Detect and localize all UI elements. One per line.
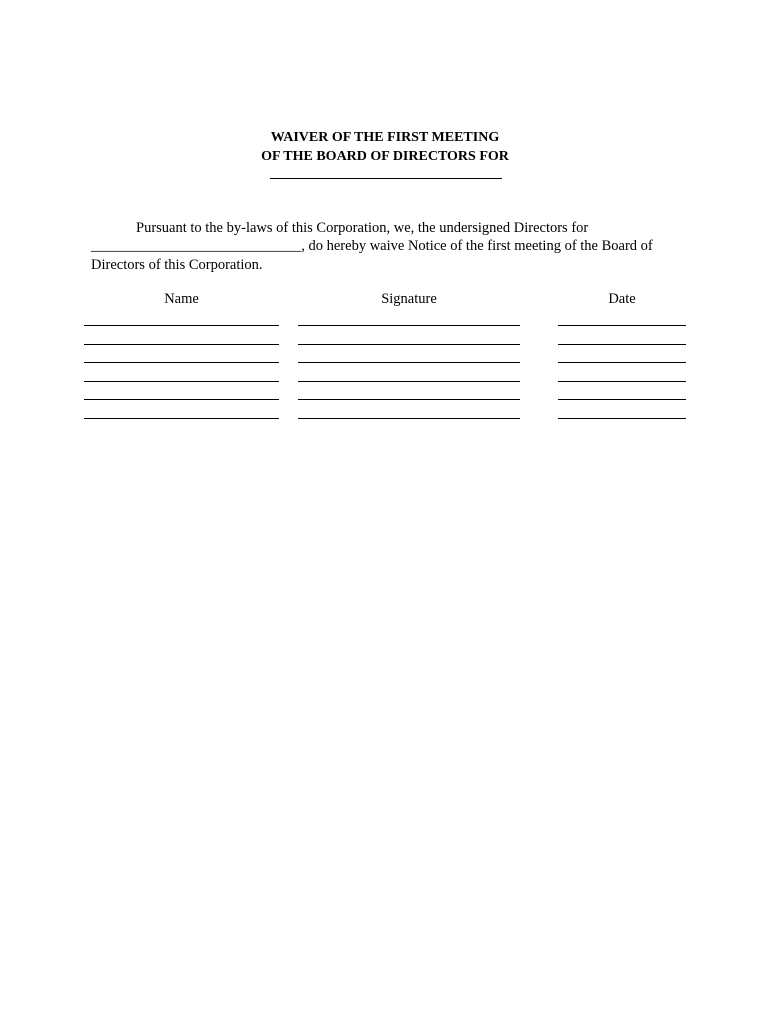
column-header-signature: Signature <box>381 291 437 307</box>
date-line[interactable] <box>558 344 686 345</box>
name-line[interactable] <box>84 325 279 326</box>
document-title-line-1: WAIVER OF THE FIRST MEETING <box>270 130 500 145</box>
name-line[interactable] <box>84 418 279 419</box>
body-text-line-3: Directors of this Corporation. <box>91 257 263 273</box>
corporation-name-blank <box>270 178 502 179</box>
name-line[interactable] <box>84 362 279 363</box>
date-line[interactable] <box>558 362 686 363</box>
column-header-date: Date <box>608 291 636 307</box>
signature-line[interactable] <box>298 399 520 400</box>
signature-line[interactable] <box>298 381 520 382</box>
document-title-line-2: OF THE BOARD OF DIRECTORS FOR <box>261 149 509 164</box>
name-line[interactable] <box>84 344 279 345</box>
body-text-line-2: _____________________________, do hereby waive Notice of the first meeting of the Board of <box>91 238 653 254</box>
date-line[interactable] <box>558 325 686 326</box>
date-line[interactable] <box>558 418 686 419</box>
date-line[interactable] <box>558 399 686 400</box>
name-line[interactable] <box>84 399 279 400</box>
column-header-name: Name <box>164 291 199 307</box>
signature-line[interactable] <box>298 362 520 363</box>
signature-line[interactable] <box>298 418 520 419</box>
date-line[interactable] <box>558 381 686 382</box>
name-line[interactable] <box>84 381 279 382</box>
signature-line[interactable] <box>298 325 520 326</box>
body-text-line-1: Pursuant to the by-laws of this Corporation, we, the undersigned Directors for <box>136 220 589 236</box>
signature-line[interactable] <box>298 344 520 345</box>
